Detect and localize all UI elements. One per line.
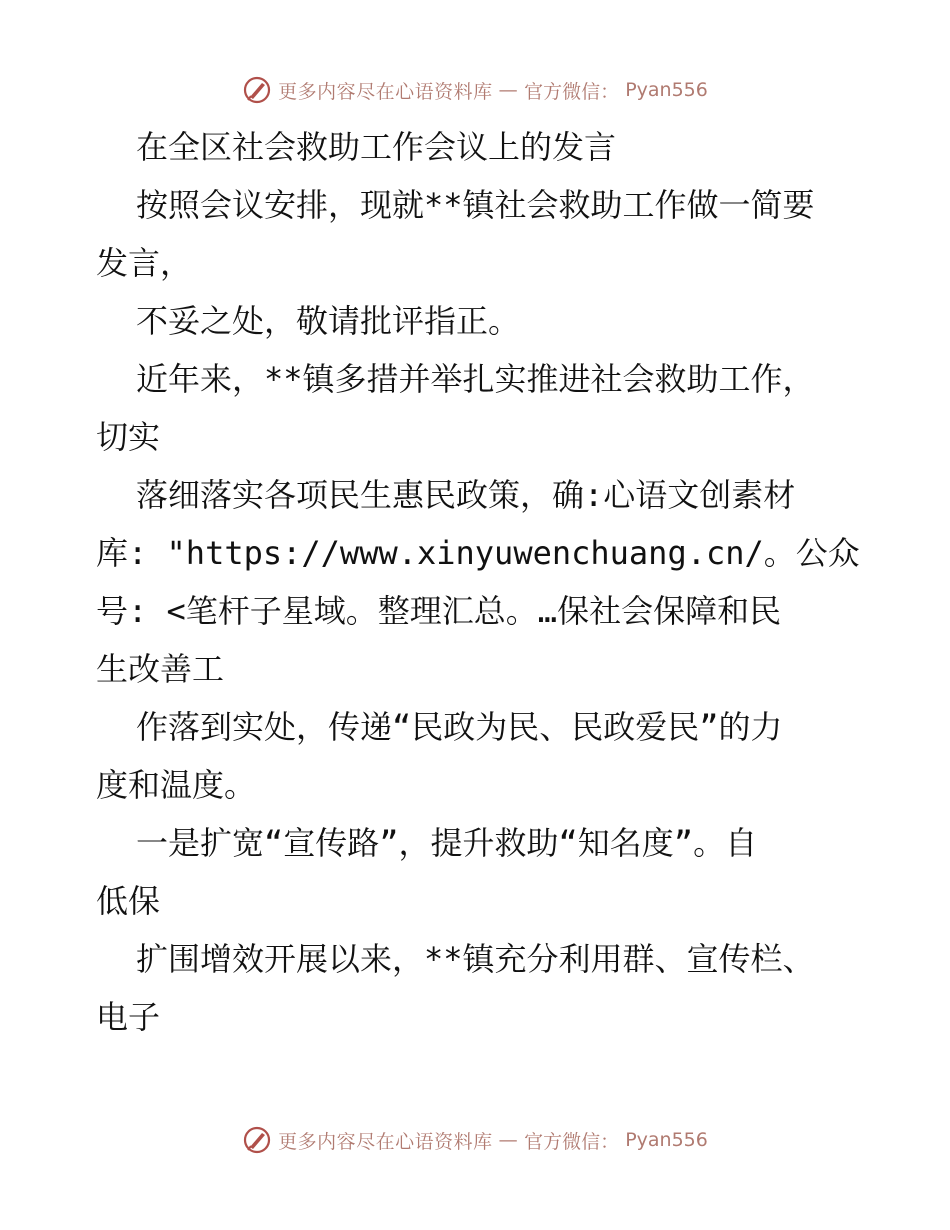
watermark-dash: — — [498, 79, 519, 101]
text-line: 生改善工 — [96, 650, 225, 688]
text-line: 不妥之处，敬请批评指正。 — [136, 302, 521, 340]
watermark-contact-id: Pyan556 — [625, 1129, 708, 1151]
text-line: 落细落实各项民生惠民政策，确:心语文创素材 — [136, 476, 796, 514]
watermark-text: 更多内容尽在心语资料库 — [278, 80, 493, 103]
watermark-contact-id: Pyan556 — [625, 79, 708, 101]
header-watermark — [0, 70, 950, 110]
watermark-contact-label: 官方微信： — [524, 80, 620, 103]
watermark-text: 更多内容尽在心语资料库 — [278, 1130, 493, 1153]
quill-logo-icon — [242, 75, 272, 105]
text-line: 作落到实处，传递“民政为民、民政爱民”的力 — [136, 708, 783, 746]
quill-logo-icon — [242, 1125, 272, 1155]
text-line: 电子 — [96, 998, 161, 1036]
text-line: 发言， — [96, 244, 193, 282]
text-line: 低保 — [96, 882, 161, 920]
text-line: 近年来，**镇多措并举扎实推进社会救助工作， — [136, 360, 815, 398]
text-line: 号: <笔杆子星域。整理汇总。…保社会保障和民 — [96, 592, 782, 630]
text-line: 一是扩宽“宣传路”，提升救助“知名度”。自 — [136, 824, 758, 862]
text-line: 切实 — [96, 418, 161, 456]
watermark-contact-label: 官方微信： — [524, 1130, 620, 1153]
watermark-dash: — — [498, 1129, 519, 1151]
text-line: 扩围增效开展以来，**镇充分利用群、宣传栏、 — [136, 940, 815, 978]
footer-watermark — [0, 1120, 950, 1160]
text-line: 库: "https://www.xinyuwenchuang.cn/。公众 — [96, 534, 860, 572]
text-line: 按照会议安排，现就**镇社会救助工作做一简要 — [136, 186, 815, 224]
text-line: 度和温度。 — [96, 766, 257, 804]
document-title: 在全区社会救助工作会议上的发言 — [136, 128, 617, 166]
